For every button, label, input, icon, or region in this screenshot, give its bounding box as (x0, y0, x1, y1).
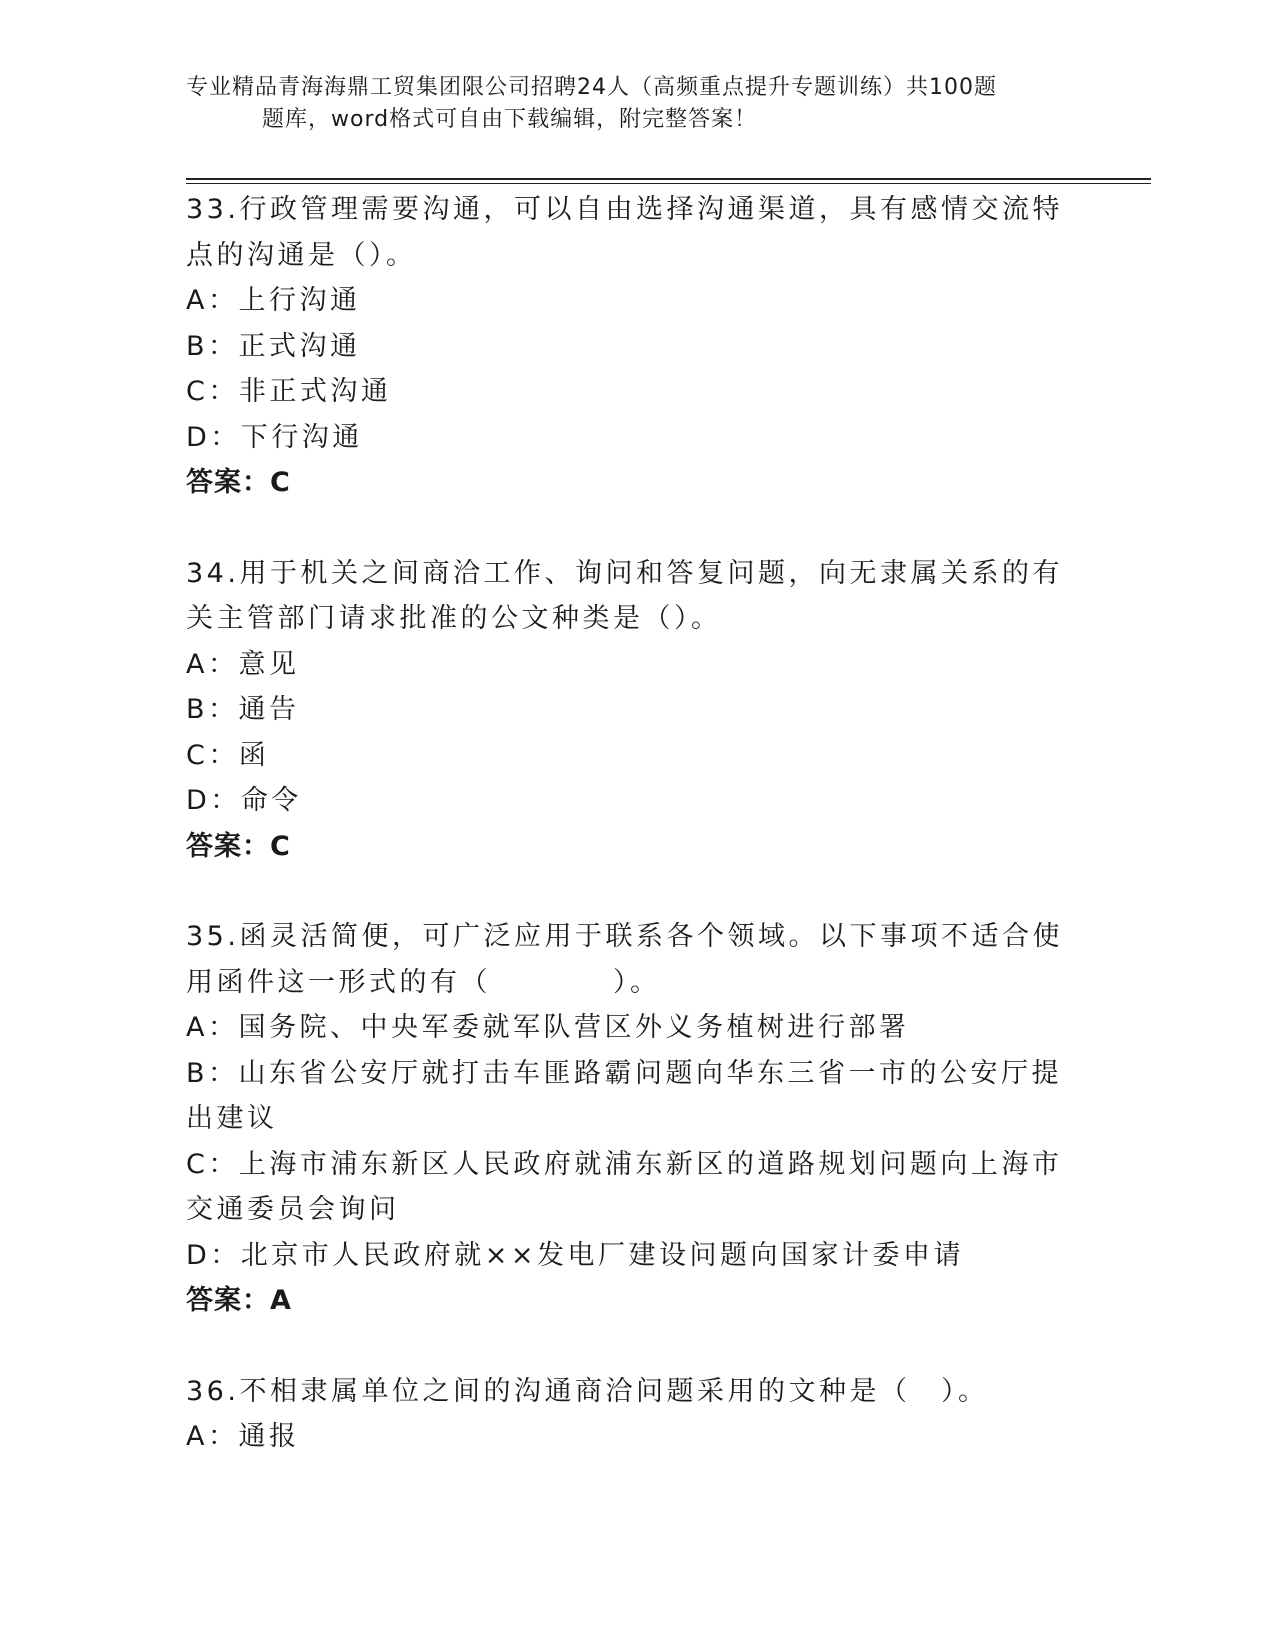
option-a: A：通报 (186, 1421, 300, 1452)
spacer (186, 506, 1086, 551)
option-b: B：正式沟通 (186, 330, 361, 362)
header-title-line2: 题库，word格式可自由下载编辑，附完整答案！ (262, 107, 758, 132)
answer: 答案：C (186, 467, 291, 498)
option-d: D：北京市人民政府就××发电厂建设问题向国家计委申请 (186, 1239, 965, 1271)
option-c: C：函 (186, 739, 270, 771)
option-b: B：山东省公安厅就打击车匪路霸问题向华东三省一市的公安厅提出建议 (186, 1057, 1063, 1134)
question-text: 34.用于机关之间商洽工作、询问和答复问题，向无隶属关系的有关主管部门请求批准的公文种类是（）。 (186, 557, 1063, 634)
header-divider-thin (186, 183, 1151, 184)
question-text: 36.不相隶属单位之间的沟通商洽问题采用的文种是（ ）。 (186, 1375, 989, 1407)
question-list (186, 187, 1086, 1460)
question-text: 33.行政管理需要沟通，可以自由选择沟通渠道，具有感情交流特点的沟通是（）。 (186, 194, 1063, 271)
option-c: C：非正式沟通 (186, 376, 392, 407)
page-header (186, 72, 1076, 136)
option-b: B：通告 (186, 694, 300, 725)
header-title-line1: 专业精品青海海鼎工贸集团限公司招聘24人（高频重点提升专题训练）共100题 (186, 75, 997, 100)
question-33 (186, 187, 1086, 506)
option-a: A：国务院、中央军委就军队营区外义务植树进行部署 (186, 1012, 910, 1043)
answer: 答案：C (186, 830, 291, 862)
option-a: A：上行沟通 (186, 285, 361, 316)
question-36 (186, 1369, 1086, 1460)
spacer (186, 869, 1086, 914)
question-34 (186, 551, 1086, 870)
option-a: A：意见 (186, 648, 300, 680)
header-divider-thick (186, 178, 1151, 180)
answer: 答案：A (186, 1285, 292, 1316)
question-text: 35.函灵活简便，可广泛应用于联系各个领域。以下事项不适合使用函件这一形式的有（ ）。 (186, 921, 1063, 998)
option-d: D：下行沟通 (186, 421, 363, 453)
question-35 (186, 914, 1086, 1324)
spacer (186, 1324, 1086, 1369)
option-d: D：命令 (186, 785, 302, 816)
option-c: C：上海市浦东新区人民政府就浦东新区的道路规划问题向上海市交通委员会询问 (186, 1148, 1063, 1225)
